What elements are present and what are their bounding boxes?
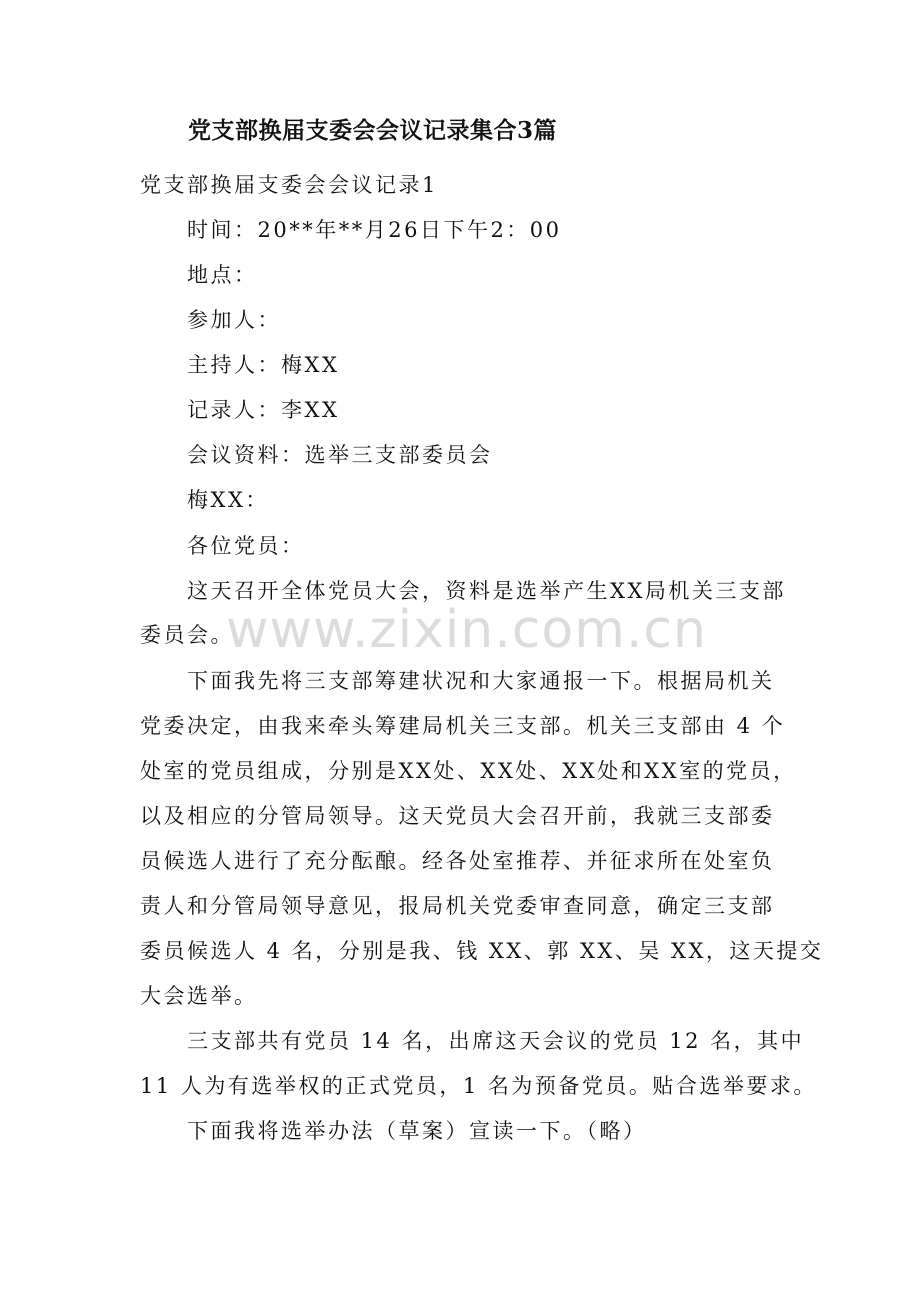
field-attendees: 参加人：	[187, 308, 281, 332]
document-title: 党支部换届支委会会议记录集合3篇	[188, 117, 558, 144]
paragraph-line: 这天召开全体党员大会，资料是选举产生XX局机关三支部	[187, 579, 786, 603]
field-material: 会议资料：选举三支部委员会	[187, 443, 493, 467]
record-subtitle: 党支部换届支委会会议记录1	[140, 173, 438, 197]
field-host: 主持人：梅XX	[187, 353, 340, 377]
watermark: www.zixin.com.cn	[226, 600, 707, 660]
paragraph-line: 员候选人进行了充分酝酿。经各处室推荐、并征求所在处室负	[140, 849, 775, 873]
field-place: 地点：	[187, 263, 258, 287]
paragraph-line: 处室的党员组成，分别是XX处、XX处、XX处和XX室的党员，	[140, 759, 797, 783]
paragraph-line: 党委决定，由我来牵头筹建局机关三支部。机关三支部由 4 个	[140, 714, 786, 738]
paragraph-line: 委员候选人 4 名，分别是我、钱 XX、郭 XX、吴 XX，这天提交	[140, 939, 824, 963]
paragraph-line: 11 人为有选举权的正式党员，1 名为预备党员。贴合选举要求。	[140, 1074, 817, 1098]
speaker-label: 梅XX：	[187, 488, 269, 512]
paragraph-line: 下面我将选举办法（草案）宣读一下。（略）	[187, 1119, 647, 1143]
salutation: 各位党员：	[187, 534, 305, 558]
paragraph-line: 三支部共有党员 14 名，出席这天会议的党员 12 名，其中	[187, 1029, 805, 1053]
paragraph-line: 以及相应的分管局领导。这天党员大会召开前，我就三支部委	[140, 804, 775, 828]
field-recorder: 记录人：李XX	[187, 398, 340, 422]
paragraph-line: 下面我先将三支部筹建状况和大家通报一下。根据局机关	[187, 669, 775, 693]
paragraph-line: 委员会。	[140, 623, 234, 647]
paragraph-line: 责人和分管局领导意见，报局机关党委审查同意，确定三支部	[140, 894, 775, 918]
paragraph-line: 大会选举。	[140, 984, 258, 1008]
field-time: 时间：20**年**月26日下午2：00	[187, 218, 562, 242]
